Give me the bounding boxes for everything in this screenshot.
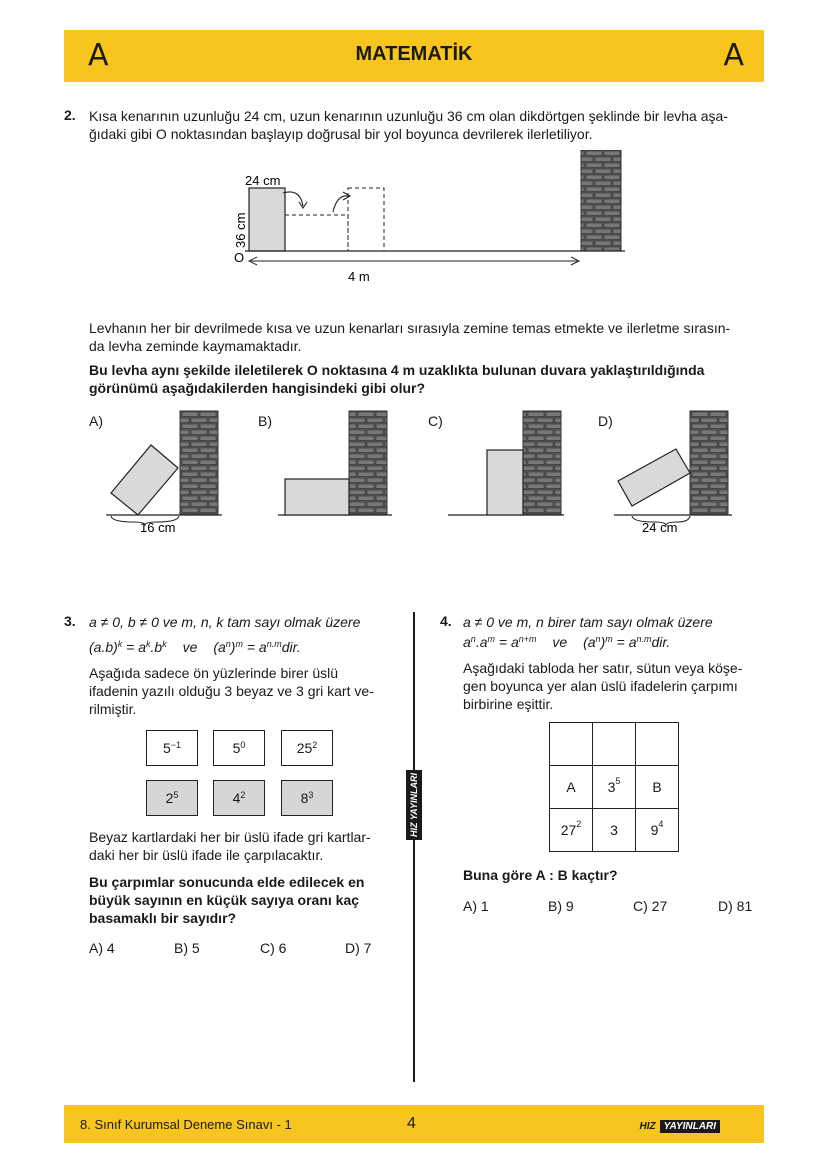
booklet-letter-left: A xyxy=(88,38,109,73)
table-cell xyxy=(593,723,636,766)
q4-number: 4. xyxy=(440,613,452,629)
page-title: MATEMATİK xyxy=(355,43,473,65)
table-cell-a: A xyxy=(550,766,593,809)
q2-option-a-figure[interactable] xyxy=(100,405,230,537)
q2-question-line2: görünümü aşağıdakilerden hangisindeki gibi olur? xyxy=(89,380,426,396)
q2-option-c-label[interactable]: C) xyxy=(428,413,443,429)
label-24cm: 24 cm xyxy=(245,173,281,188)
table-cell xyxy=(550,723,593,766)
q3-option-d[interactable]: D) 7 xyxy=(345,940,372,956)
q3-question: Bu çarpımlar sonucunda elde edilecek en büyük sayının en küçük sayıya oranı kaç basamaklı bir sayıdır? xyxy=(89,874,365,926)
q2-intro-line2: ğıdaki gibi O noktasından başlayıp doğrusal bir yol boyunca devrilerek ilerletiliyor. xyxy=(89,126,593,142)
gray-card-1: 2 $^5$ xyxy=(146,780,198,816)
label-o: O xyxy=(234,250,245,265)
label-36cm: 36 cm xyxy=(233,212,248,248)
q2-intro-line1: Kısa kenarının uzunluğu 24 cm, uzun kenarının uzunluğu 36 cm olan dikdörtgen şeklinde bir levha aşa- xyxy=(89,108,728,124)
q2-intro xyxy=(89,107,769,143)
brand-part-1: HIZ xyxy=(639,1121,656,1132)
q2-option-d-figure[interactable] xyxy=(610,405,740,537)
table-cell: $27^2$ xyxy=(550,809,593,852)
q2-option-d-label[interactable]: D) xyxy=(598,413,613,429)
footer-exam-title: 8. Sınıf Kurumsal Deneme Sınavı - 1 xyxy=(80,1117,292,1132)
booklet-letter-right: A xyxy=(723,38,744,73)
label-4m: 4 m xyxy=(348,269,370,284)
plate-step2-outline xyxy=(348,188,384,251)
q2-option-b-figure[interactable] xyxy=(276,405,396,525)
q2-figure xyxy=(225,150,625,285)
gray-card-2: 4 $^2$ xyxy=(213,780,265,816)
q2-para-line2: da levha zeminde kaymamaktadır. xyxy=(89,338,302,354)
white-card-1: 5 $^{-1}$ xyxy=(146,730,198,766)
q4-option-c[interactable]: C) 27 xyxy=(633,898,668,914)
side-brand-text: HIZ YAYINLARI xyxy=(409,772,419,838)
q3-option-a[interactable]: A) 4 xyxy=(89,940,115,956)
table-cell: 3 xyxy=(593,809,636,852)
white-card-2: 5 $^0$ xyxy=(213,730,265,766)
q4-option-d[interactable]: D) 81 xyxy=(718,898,753,914)
q3-after-text: Beyaz kartlardaki her bir üslü ifade gri kartlar- daki her bir üslü ifade ile çarpılacaktır. xyxy=(89,829,371,863)
q2-para-line1: Levhanın her bir devrilmede kısa ve uzun kenarları sırasıyla zemine temas etmekte ve ilerletme sırasın- xyxy=(89,320,731,336)
q3-paragraph: Aşağıda sadece ön yüzlerinde birer üslü ifadenin yazılı olduğu 3 beyaz ve 3 gri kart ve- rilmiştir. xyxy=(89,665,374,717)
column-divider xyxy=(413,612,415,1082)
plate-shape xyxy=(249,188,285,251)
white-card-3: 25 $^2$ xyxy=(281,730,333,766)
exponent-table xyxy=(549,722,679,852)
page-header xyxy=(64,30,764,82)
plate-step1-outline xyxy=(285,215,348,251)
gray-card-3: 8 $^3$ xyxy=(281,780,333,816)
brick-wall xyxy=(581,150,621,251)
q4-option-a[interactable]: A) 1 xyxy=(463,898,489,914)
table-cell-b: B xyxy=(636,766,679,809)
q2-option-b-label[interactable]: B) xyxy=(258,413,272,429)
footer-brand-logo xyxy=(635,1116,720,1134)
page-number: 4 xyxy=(407,1115,416,1132)
table-cell: $3^5$ xyxy=(593,766,636,809)
q3-rules: $(a.b)^k = a^k.b^k$ ve $(a^n)^m = a^{n.m}dir$. xyxy=(89,639,301,655)
side-brand-badge xyxy=(406,770,422,840)
q3-option-b[interactable]: B) 5 xyxy=(174,940,200,956)
q3-option-c[interactable]: C) 6 xyxy=(260,940,287,956)
q2-question xyxy=(89,361,769,397)
q2-option-a-label[interactable]: A) xyxy=(89,413,103,429)
q4-option-b[interactable]: B) 9 xyxy=(548,898,574,914)
q2-number: 2. xyxy=(64,107,76,123)
q2-option-c-figure[interactable] xyxy=(446,405,566,525)
q3-number: 3. xyxy=(64,613,76,629)
page-footer xyxy=(64,1105,764,1143)
option-d-measure: 24 cm xyxy=(642,520,678,535)
q3-condition: a ≠ 0, b ≠ 0 ve m, n, k tam sayı olmak üzere xyxy=(89,614,361,630)
q4-condition: a ≠ 0 ve m, n birer tam sayı olmak üzere xyxy=(463,614,713,630)
q2-question-line1: Bu levha aynı şekilde ileletilerek O noktasına 4 m uzaklıkta bulunan duvara yaklaştırıldığında xyxy=(89,362,705,378)
option-a-measure: 16 cm xyxy=(140,520,176,535)
q4-paragraph: Aşağıdaki tabloda her satır, sütun veya köşe- gen boyunca yer alan üslü ifadelerin çarpımı birbirine eşittir. xyxy=(463,660,743,712)
q4-rules: $a^n.a^m = a^{n+m}$ ve $(a^n)^m = a^{n.m}dir$. xyxy=(463,634,671,650)
q4-question: Buna göre A : B kaçtır? xyxy=(463,867,618,883)
q2-paragraph xyxy=(89,319,769,355)
table-cell xyxy=(636,723,679,766)
table-cell: $9^4$ xyxy=(636,809,679,852)
brand-part-2: YAYINLARI xyxy=(660,1120,720,1133)
